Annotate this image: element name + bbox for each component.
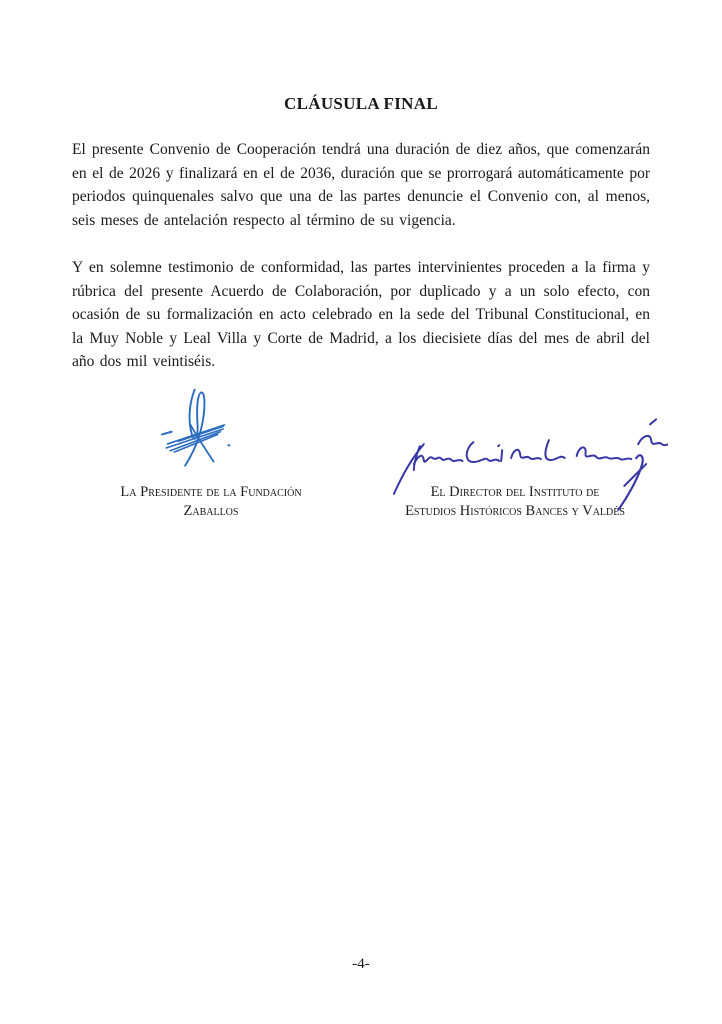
signatory-org-line: Zaballos	[183, 503, 239, 519]
signatory-role-line: El Director del Instituto de	[430, 484, 600, 500]
signatory-org-line: Estudios Históricos Bances y Valdés	[405, 503, 625, 519]
paragraph-testimony: Y en solemne testimonio de conformidad, las partes intervinientes proceden a la firma y rúbrica del presente Acuerdo de Colaboración, por duplicado y a un solo efecto, con ocasión de su formalización en acto celebrado en la sede del Tribunal Constitucional, en la Muy Noble y Leal Villa y Corte de Madrid, a los diecisiete días del mes de abril del año dos mil veintiséis.	[72, 259, 650, 371]
signatory-title-presidente	[61, 483, 361, 521]
signature-presidente-icon	[158, 372, 236, 489]
signatory-title-director	[365, 483, 665, 521]
paragraph-duration: El presente Convenio de Cooperación tendrá una duración de diez años, que comenzarán en el de 2026 y finalizará en el de 2036, duración que se prorrogará automáticamente por periodos quinquenales salvo que una de las partes denuncie el Convenio con, al menos, seis meses de antelación respecto al término de su vigencia.	[72, 141, 650, 229]
signatory-role-line: La Presidente de la Fundación	[120, 484, 302, 500]
page-number: -4-	[352, 956, 370, 972]
clause-title: CLÁUSULA FINAL	[284, 94, 438, 113]
